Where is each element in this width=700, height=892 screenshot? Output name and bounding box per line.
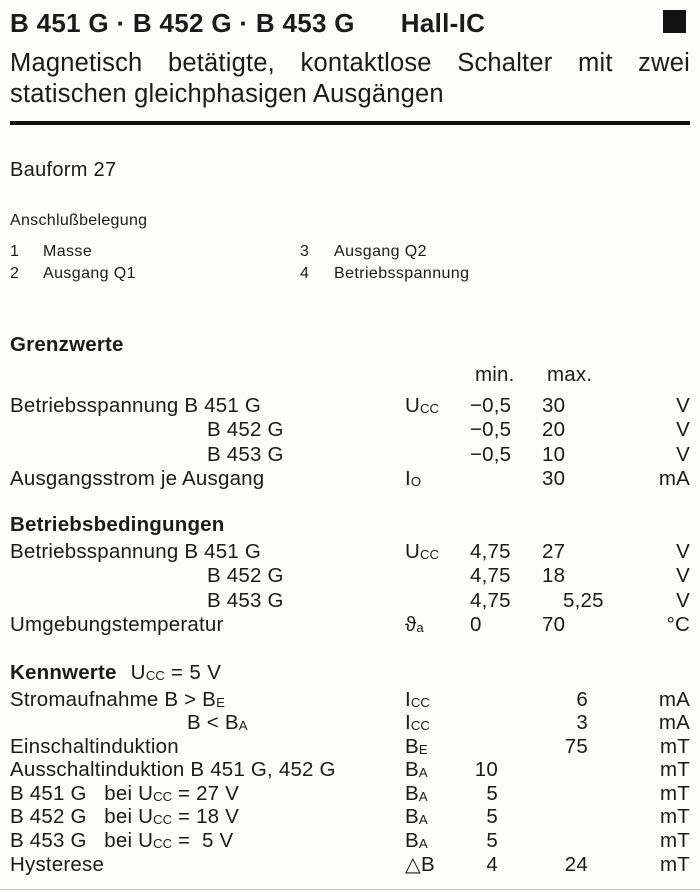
- row-symbol: $B_A$: [405, 805, 428, 829]
- row-max-value: 75: [564, 734, 588, 758]
- row-unit: V: [676, 442, 690, 466]
- row-min-value: 4,75: [470, 564, 511, 587]
- header-rule: [10, 121, 690, 125]
- section-title: Betriebsbedingungen: [10, 512, 225, 536]
- spec-sections: [10, 332, 690, 876]
- row-parameter: Betriebsspannung B 451 G: [10, 539, 261, 563]
- subtitle: [10, 48, 690, 110]
- row-max-value: 27: [542, 539, 566, 563]
- table-row: [10, 540, 690, 565]
- row-unit: mT: [660, 805, 690, 829]
- pin-label: Ausgang Q2: [334, 243, 427, 260]
- table-row: [10, 735, 690, 759]
- section-rows: [10, 540, 690, 638]
- row-parameter: B 453 G: [207, 442, 284, 466]
- row-symbol: $I_O$: [405, 467, 422, 490]
- table-row: [10, 443, 690, 468]
- page-header: [10, 8, 690, 38]
- section-title: Grenzwerte: [10, 333, 124, 356]
- row-max-value: 10: [542, 442, 566, 466]
- row-parameter: Stromaufnahme $B > B_E$: [10, 687, 225, 711]
- table-row: [10, 829, 690, 853]
- row-unit: mT: [660, 781, 690, 805]
- table-row: [10, 467, 690, 492]
- table-row: [10, 688, 690, 712]
- row-symbol: $B_A$: [405, 829, 428, 853]
- row-symbol: $B_A$: [405, 781, 428, 805]
- row-parameter: B 452 G: [207, 564, 284, 587]
- section-title-condition: $U_{CC} = 5$ V: [130, 660, 222, 684]
- pin-label: Betriebsspannung: [334, 265, 470, 282]
- row-parameter: B 451 G bei $U_{CC} = 27$ V: [10, 781, 240, 805]
- row-min-value: 5: [486, 781, 498, 805]
- column-header-row: [10, 363, 690, 388]
- row-parameter: Betriebsspannung B 451 G: [10, 393, 261, 417]
- table-row: [10, 564, 690, 589]
- row-min-value: −0,5: [470, 393, 512, 417]
- row-min-value: −0,5: [470, 442, 512, 466]
- bauform-label: Bauform 27: [10, 159, 117, 181]
- row-symbol: $B_A$: [405, 758, 428, 782]
- table-row: [10, 782, 690, 806]
- row-unit: °C: [666, 613, 690, 636]
- row-max-value: 5,25: [563, 588, 604, 612]
- row-parameter: B 452 G bei $U_{CC} = 18$ V: [10, 805, 240, 829]
- row-max-value: 30: [542, 393, 566, 417]
- table-row: [10, 418, 690, 443]
- row-unit: mT: [660, 852, 690, 876]
- row-parameter: Hysterese: [10, 852, 105, 876]
- pin-label: Masse: [43, 243, 93, 260]
- row-parameter: Einschaltinduktion: [10, 734, 179, 758]
- pin-number: 3: [300, 243, 310, 260]
- row-parameter: Umgebungstemperatur: [10, 613, 224, 636]
- section-grenzwerte: [10, 332, 690, 492]
- row-parameter: Ausschaltinduktion B 451 G, 452 G: [10, 758, 336, 782]
- row-min-value: 5: [486, 829, 498, 853]
- row-unit: V: [676, 418, 690, 441]
- bottom-rule: [0, 889, 700, 890]
- pin-number: 1: [10, 243, 20, 260]
- row-unit: mT: [660, 734, 690, 758]
- subtitle-line1: Magnetisch betätigte, kontaktlose Schalter mit zwei: [10, 49, 690, 77]
- row-symbol: $U_{CC}$: [405, 539, 439, 563]
- row-max-value: 3: [576, 711, 588, 735]
- row-max-value: 18: [542, 564, 566, 587]
- row-parameter: Ausgangsstrom je Ausgang: [10, 467, 265, 490]
- section-rows: [10, 394, 690, 492]
- table-row: [10, 758, 690, 782]
- row-symbol: $ϑ_a$: [405, 613, 424, 636]
- row-symbol: $I_{CC}$: [405, 687, 430, 711]
- row-unit: V: [676, 539, 690, 563]
- table-row: [10, 805, 690, 829]
- row-min-value: 4,75: [470, 539, 511, 563]
- column-header-max: max.: [547, 363, 593, 386]
- row-symbol: $U_{CC}$: [405, 393, 439, 417]
- section-rows: [10, 688, 690, 877]
- row-min-value: 10: [474, 758, 498, 782]
- pin-assignment-title: Anschlußbelegung: [10, 212, 148, 229]
- row-max-value: 70: [542, 613, 566, 636]
- row-parameter: B 453 G bei $U_{CC} = 5$ V: [10, 829, 234, 853]
- row-min-value: 4: [486, 852, 498, 876]
- row-unit: mT: [660, 758, 690, 782]
- row-symbol: $I_{CC}$: [405, 711, 430, 735]
- section-kennwerte: [10, 660, 690, 877]
- row-unit: mA: [658, 711, 690, 735]
- row-max-value: 6: [576, 687, 588, 711]
- page-title-models: B 451 G · B 452 G · B 453 G: [10, 8, 355, 38]
- row-unit: V: [676, 393, 690, 417]
- section-betriebsbedingungen: [10, 512, 690, 638]
- row-min-value: 0: [470, 613, 482, 636]
- row-max-value: 20: [542, 418, 566, 441]
- row-symbol: △B: [405, 852, 435, 876]
- corner-marker-square: [663, 10, 686, 33]
- table-row: [10, 394, 690, 419]
- row-unit: V: [676, 564, 690, 587]
- page-title-product: Hall-IC: [400, 8, 486, 38]
- subtitle-line2: statischen gleichphasigen Ausgängen: [10, 80, 444, 108]
- row-parameter: B 453 G: [207, 588, 284, 612]
- pin-number: 2: [10, 265, 20, 282]
- row-min-value: 4,75: [470, 588, 511, 612]
- pin-assignment-list: [10, 243, 690, 282]
- table-row: [10, 613, 690, 638]
- row-min-value: −0,5: [470, 418, 512, 441]
- pin-label: Ausgang Q1: [43, 265, 136, 282]
- row-max-value: 24: [564, 852, 588, 876]
- row-unit: mA: [658, 687, 690, 711]
- row-unit: mT: [660, 829, 690, 853]
- pin-number: 4: [300, 265, 310, 282]
- column-header-min: min.: [475, 363, 515, 386]
- row-min-value: 5: [486, 805, 498, 829]
- row-unit: mA: [658, 467, 690, 490]
- row-parameter: $B < B_A$: [187, 711, 248, 735]
- row-symbol: $B_E$: [405, 734, 428, 758]
- table-row: [10, 589, 690, 614]
- row-max-value: 30: [542, 467, 566, 490]
- table-row: [10, 711, 690, 735]
- row-unit: V: [676, 588, 690, 612]
- section-title: Kennwerte $U_{CC} = 5$ V: [10, 660, 222, 684]
- table-row: [10, 853, 690, 877]
- row-parameter: B 452 G: [207, 418, 284, 441]
